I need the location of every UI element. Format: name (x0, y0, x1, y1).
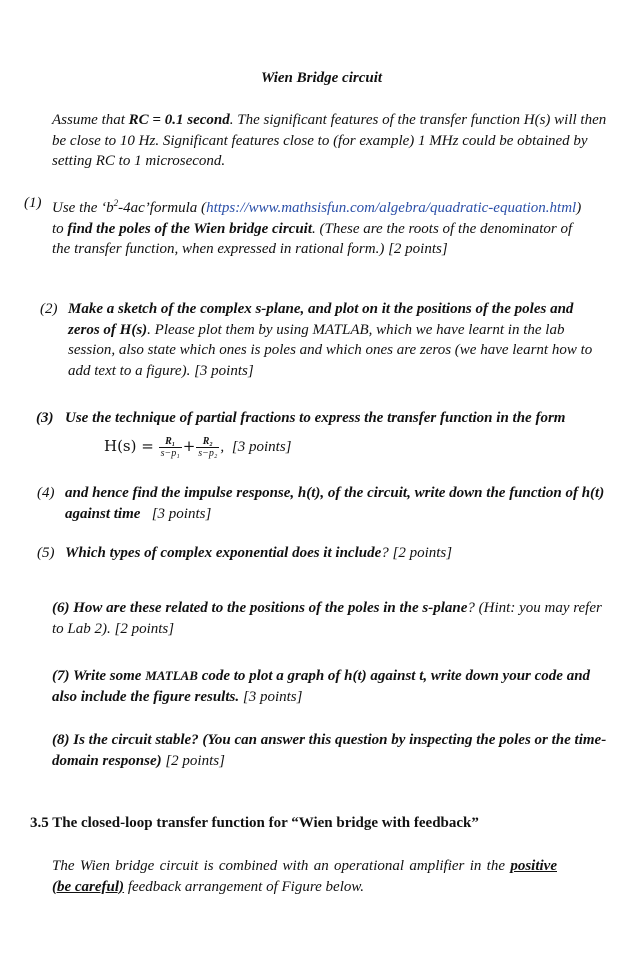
question-6: (6) How are these related to the positions of the poles in the s-plane? (Hint: you may refer to Lab 2). [2 points] (52, 600, 602, 637)
question-7: (7) Write some MATLAB code to plot a graph of h(t) against t, write down your code and also include the figure results. [3 points] (52, 668, 591, 705)
closing-paragraph: The Wien bridge circuit is combined with an operational amplifier in the positive (be careful) feedback arrangement of Figure below. (52, 858, 557, 895)
rc-value: RC = 0.1 second (128, 112, 230, 128)
question-8: (8) Is the circuit stable? (You can answer this question by inspecting the poles or the time-domain response) [2 points] (52, 732, 607, 769)
fraction-r2: $\frac{\text{R₂}}{\text{s−p₂}}$ (198, 436, 218, 459)
section-heading: 3.5 The closed-loop transfer function for “Wien bridge with feedback” (30, 815, 479, 831)
question-5: (5) Which types of complex exponential does it include? [2 points] (37, 543, 607, 564)
partial-fraction-equation: H(s) = $\frac{\text{R₁}}{\text{s−p₁}}$ + $\frac{\text{R₂}}{\text{s−p₂}}$ , [3 points] (104, 436, 292, 459)
question-3: (3) Use the technique of partial fractions to express the transfer function in the form (36, 408, 611, 429)
question-number: (4) (37, 485, 55, 501)
question-1: (1) Use the ‘$b^2-4ac’formula$ (https://www.mathsisfun.com/algebra/quadratic-equation.html) to find the poles of the Wien bridge circuit. (These are the roots of the denominator of the transfer function, when expressed in rational form.) [2 points] (24, 195, 582, 257)
question-number: (3) (36, 410, 54, 426)
quadratic-formula-link[interactable]: https://www.mathsisfun.com/algebra/quadratic-equation.html (206, 200, 577, 216)
question-4: (4) and hence find the impulse response, h(t), of the circuit, write down the function of h(t) against time [3 points] (37, 485, 605, 522)
question-number: (1) (24, 195, 42, 211)
fraction-r1: $\frac{\text{R₁}}{\text{s−p₁}}$ (160, 436, 180, 459)
page-title: Wien Bridge circuit (260, 70, 383, 86)
question-number: (2) (40, 301, 58, 317)
intro-paragraph: Assume that RC = 0.1 second. The significant features of the transfer function H(s) will then be close to 10 Hz. Significant features close to (for example) 1 MHz could be obtained by setting RC to 1 microsecond. (52, 112, 607, 169)
question-2: (2) Make a sketch of the complex s-plane, and plot on it the positions of the poles and zeros of H(s). Please plot them by using MATLAB, which we have learnt in the lab session, also state which ones is poles and which ones are zeros (we have learnt how to add text to a figure). [3 points] (40, 301, 593, 379)
question-number: (5) (37, 545, 55, 561)
